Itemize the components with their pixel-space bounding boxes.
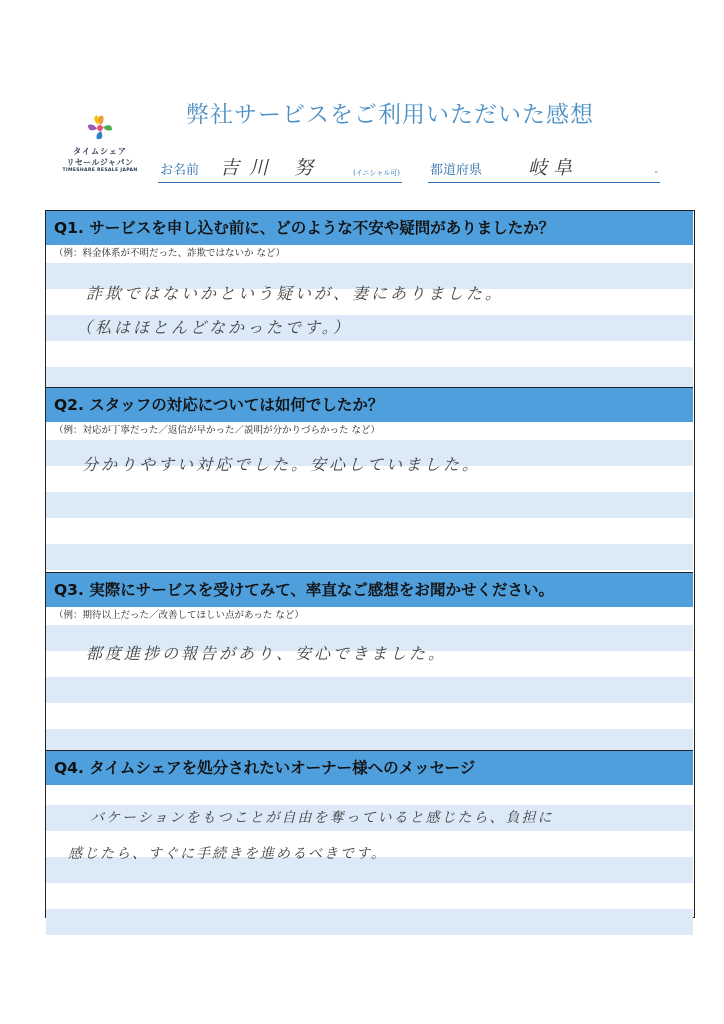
initial-note: (イニシャル可) bbox=[352, 169, 400, 177]
prefecture-value: 岐阜 bbox=[528, 157, 579, 179]
logo-line-2: リセールジャパン bbox=[66, 158, 134, 167]
question-example: （例：期待以上だった／改善してほしい点があった など） bbox=[46, 607, 693, 625]
logo-line-3: TIMESHARE RESALE JAPAN bbox=[62, 168, 138, 173]
handwritten-answer-line: 詐欺ではないかという疑いが、妻にありました。 bbox=[86, 284, 505, 303]
question-section-4 bbox=[46, 750, 693, 961]
name-label: お名前 bbox=[160, 163, 200, 178]
name-field bbox=[158, 157, 402, 183]
question-example: （例：料金体系が不明だった、詐欺ではないか など） bbox=[46, 245, 693, 263]
question-heading: Q3. 実際にサービスを受けてみて、率直なご感想をお聞かせください。 bbox=[46, 573, 693, 607]
question-heading: Q1. サービスを申し込む前に、どのような不安や疑問がありましたか？ bbox=[46, 211, 693, 245]
prefecture-trail: - bbox=[654, 167, 658, 178]
handwritten-answer-line: 都度進捗の報告があり、安心できました。 bbox=[86, 644, 448, 663]
handwritten-answer-line: （私はほとんどなかったです。） bbox=[76, 318, 352, 337]
handwritten-answer-line: 感じたら、すぐに手続きを進めるべきです。 bbox=[68, 846, 387, 862]
name-value: 吉川 努 bbox=[220, 157, 324, 179]
question-section-2 bbox=[46, 387, 693, 596]
logo-line-1: タイムシェア bbox=[73, 147, 127, 156]
company-logo bbox=[58, 112, 142, 173]
handwritten-answer-line: 分かりやすい対応でした。安心していました。 bbox=[82, 455, 482, 474]
questionnaire-sheet bbox=[45, 210, 695, 918]
prefecture-field bbox=[428, 157, 660, 183]
answer-lines bbox=[46, 785, 693, 961]
prefecture-label: 都道府県 bbox=[430, 163, 483, 178]
page-title: 弊社サービスをご利用いただいた感想 bbox=[186, 102, 594, 128]
handwritten-answer-line: バケーションをもつことが自由を奪っていると感じたら、負担に bbox=[90, 810, 554, 826]
question-example: （例：対応が丁寧だった／返信が早かった／説明が分かりづらかった など） bbox=[46, 422, 693, 440]
question-heading: Q2. スタッフの対応については如何でしたか？ bbox=[46, 388, 693, 422]
question-heading: Q4. タイムシェアを処分されたいオーナー様へのメッセージ bbox=[46, 751, 693, 785]
pinwheel-logo-icon bbox=[83, 112, 117, 142]
